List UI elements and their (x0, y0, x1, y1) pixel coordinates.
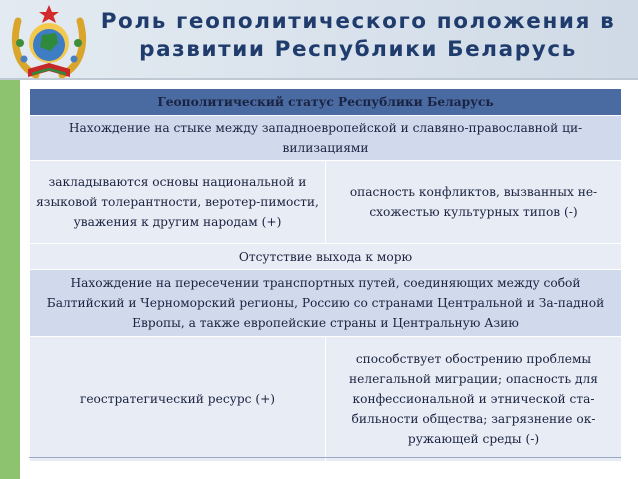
row-geostrategic-resource: геостратегический ресурс (+) (30, 337, 326, 462)
row-migration-problems: способствует обострению проблемы нелегальной миграции; опасность для конфессиональной и этнической ста-бильности общества; загрязнение ок-ружающей среды (-) (326, 337, 622, 462)
title-line-1: Роль геополитического положения в (100, 9, 616, 34)
belarus-state-emblem-icon (6, 3, 92, 81)
row-no-sea-access: Отсутствие выхода к морю (30, 244, 622, 270)
table-bottom-line (29, 457, 621, 458)
geopolitical-status-table (29, 88, 622, 462)
row-conflicts-negative: опасность конфликтов, вызванных не-схожестью культурных типов (-) (326, 161, 622, 244)
table-header: Геополитический статус Республики Беларусь (30, 89, 622, 116)
row-civilizations: Нахождение на стыке между западноевропейской и славяно-православной ци-вилизациями (30, 116, 622, 161)
header-divider (0, 78, 638, 80)
slide-title (98, 8, 618, 64)
row-transport-crossroads: Нахождение на пересечении транспортных путей, соединяющих между собой Балтийский и Черноморский регионы, Россию со странами Центральной и За-падной Европы, а также европейские страны и Центральную Азию (30, 270, 622, 337)
title-line-2: развитии Республики Беларусь (139, 37, 577, 62)
row-tolerance-positive: закладываются основы национальной и языковой толерантности, веротер-пимости, уважения к другим народам (+) (30, 161, 326, 244)
